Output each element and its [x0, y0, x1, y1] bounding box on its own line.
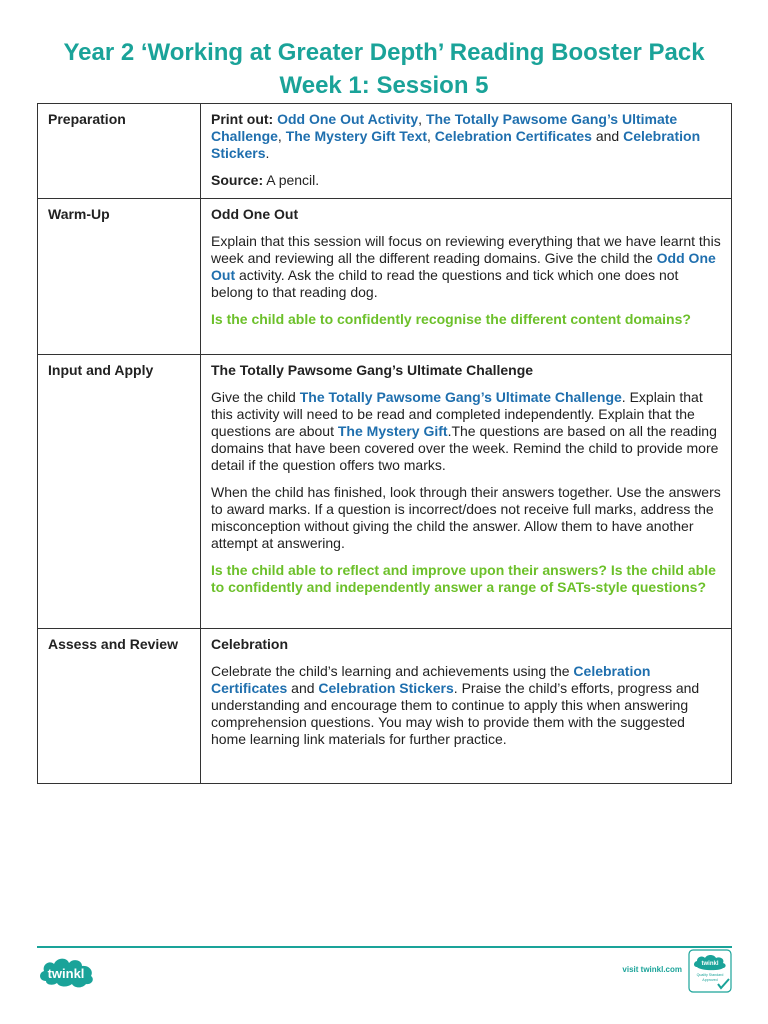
link-odd-one-out[interactable]: Odd One Out [211, 250, 716, 283]
text-run: activity. Ask the child to read the questions and tick which one does not belong to that reading dog. [211, 267, 679, 300]
separator: , [427, 128, 435, 144]
text-run: and [287, 680, 319, 696]
separator: , [418, 111, 426, 127]
page-title [0, 36, 768, 102]
assess-review-paragraph [211, 663, 721, 748]
text-run: . Praise the child’s efforts, progress and understanding and encourage them to continue to apply this when answering comprehension questions. You may wish to provide them with the suggested home learning link materials for further practice. [211, 680, 700, 747]
badge-line-2: Approved [702, 978, 718, 982]
source-label: Source: [211, 172, 264, 188]
label-preparation: Preparation [38, 104, 201, 199]
label-assess-and-review: Assess and Review [38, 629, 201, 784]
link-mystery-gift[interactable]: The Mystery Gift [337, 423, 448, 439]
quality-badge [688, 949, 732, 993]
title-line-1: Year 2 ‘Working at Greater Depth’ Reading Booster Pack [63, 39, 705, 66]
text-run: Celebrate the child’s learning and achievements using the [211, 663, 574, 679]
input-apply-question: Is the child able to reflect and improve upon their answers? Is the child able to confidently and independently answer a range of SATs-style questions? [211, 562, 716, 595]
warm-up-heading: Odd One Out [211, 206, 299, 222]
source-text: A pencil. [263, 172, 320, 188]
warm-up-question: Is the child able to confidently recognise the different content domains? [211, 311, 691, 327]
content-input-and-apply [201, 355, 732, 629]
twinkl-logo[interactable] [36, 950, 98, 992]
text-run: Explain that this session will focus on reviewing everything that we have learnt this week and reviewing all the different reading domains. Give the child the [211, 233, 721, 266]
row-input-and-apply [38, 355, 732, 629]
separator: , [277, 128, 286, 144]
badge-line-1: Quality Standard [696, 973, 724, 977]
input-apply-paragraph-1 [211, 389, 721, 474]
period: . [265, 145, 270, 161]
input-apply-heading: The Totally Pawsome Gang’s Ultimate Challenge [211, 362, 534, 378]
source-line [211, 172, 721, 189]
link-celebration-stickers[interactable]: Celebration Stickers [211, 128, 701, 161]
link-mystery-gift-text[interactable]: The Mystery Gift Text [285, 128, 428, 144]
assess-review-heading: Celebration [211, 636, 289, 652]
warm-up-paragraph [211, 233, 721, 301]
link-odd-one-out-activity[interactable]: Odd One Out Activity [277, 111, 419, 127]
print-out-label: Print out: [211, 111, 278, 127]
link-celebration-certificates-inline[interactable]: Celebration Certificates [211, 663, 651, 696]
content-assess-and-review [201, 629, 732, 784]
footer-divider [37, 946, 732, 948]
content-warm-up [201, 199, 732, 355]
row-assess-and-review [38, 629, 732, 784]
content-preparation [201, 104, 732, 199]
link-celebration-stickers-inline[interactable]: Celebration Stickers [318, 680, 454, 696]
row-preparation [38, 104, 732, 199]
logo-text: twinkl [47, 966, 85, 981]
row-warm-up [38, 199, 732, 355]
input-apply-paragraph-2: When the child has finished, look through their answers together. Use the answers to award marks. If a question is incorrect/does not receive full marks, address the misconception without giving the child the answer. Allow them to have another attempt at answering. [211, 484, 721, 551]
link-ultimate-challenge-inline[interactable]: The Totally Pawsome Gang’s Ultimate Challenge [299, 389, 622, 405]
title-line-2: Week 1: Session 5 [279, 72, 489, 99]
label-warm-up: Warm-Up [38, 199, 201, 355]
link-ultimate-challenge[interactable]: The Totally Pawsome Gang’s Ultimate Challenge [211, 111, 678, 144]
session-plan-table [37, 103, 732, 784]
text-run: . Explain that this activity will need to be read and completed independently. Explain that the questions are about [211, 389, 703, 439]
print-out-list [211, 111, 721, 162]
visit-twinkl-link[interactable]: visit twinkl.com [622, 965, 682, 974]
separator: and [591, 128, 624, 144]
label-input-and-apply: Input and Apply [38, 355, 201, 629]
badge-logo-text: twinkl [701, 961, 719, 967]
text-run: .The questions are based on all the reading domains that have been covered over the week. Remind the child to provide more detail if the question offers two marks. [211, 423, 719, 473]
text-run: Give the child [211, 389, 300, 405]
link-celebration-certificates[interactable]: Celebration Certificates [434, 128, 592, 144]
